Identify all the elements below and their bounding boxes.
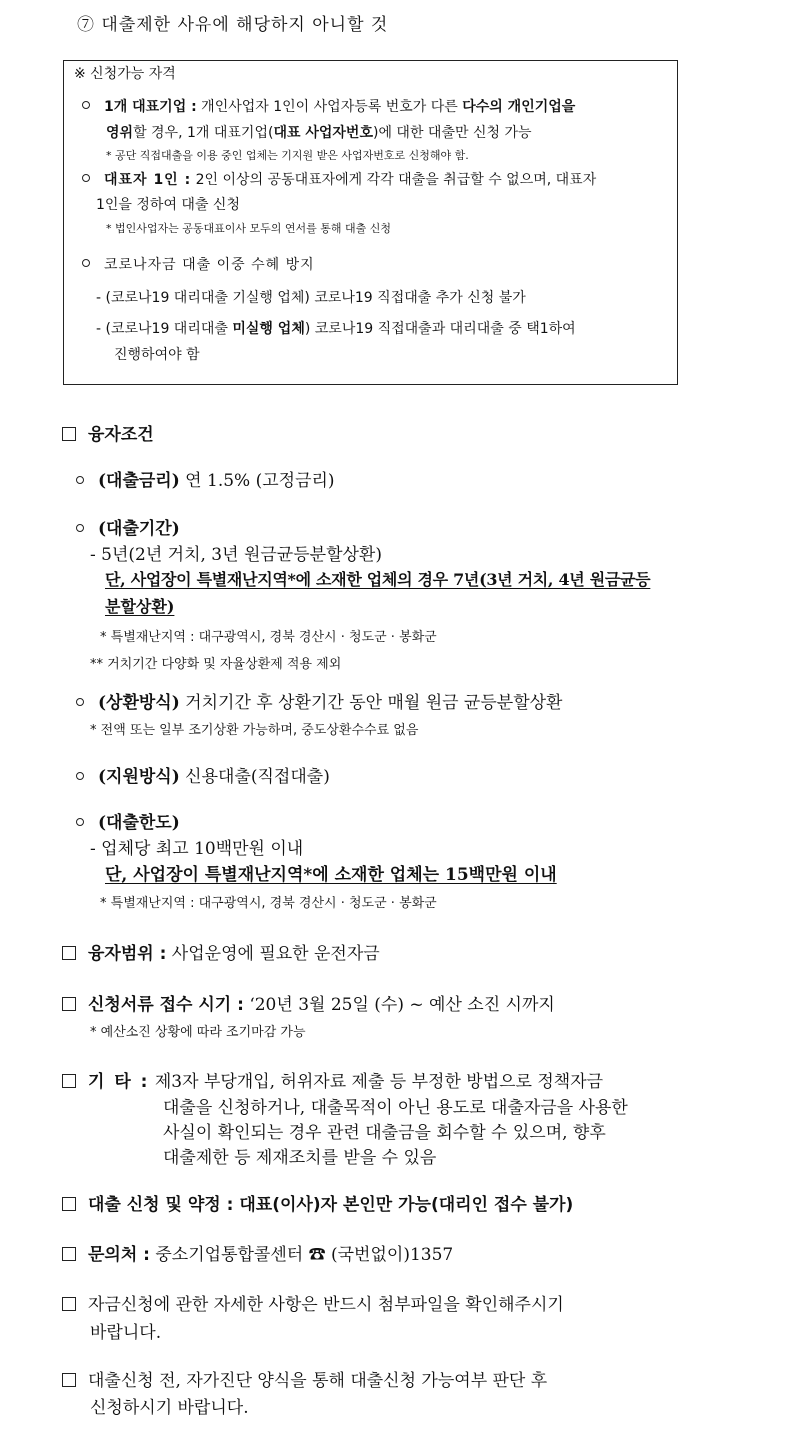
b3-dash-2-cont: 진행하여야 함 xyxy=(114,347,200,363)
bullet-circle-icon xyxy=(76,476,84,484)
bullet-circle-icon xyxy=(76,818,84,826)
checkbox-square-icon xyxy=(62,997,76,1011)
rate-label: (대출금리) xyxy=(98,471,180,491)
box-bullet-2 xyxy=(82,169,596,189)
signing-text: 대표(이사)자 본인만 가능(대리인 접수 불가) xyxy=(233,1195,574,1215)
checkbox-square-icon xyxy=(62,1197,76,1211)
term-label: (대출기간) xyxy=(98,519,180,539)
attachment-line1: 자금신청에 관한 자세한 사항은 반드시 첨부파일을 확인해주시기 xyxy=(88,1295,564,1315)
etc-line1: 제3자 부당개입, 허위자료 제출 등 부정한 방법으로 정책자금 xyxy=(149,1072,604,1092)
limit-row xyxy=(76,808,180,833)
section-signing xyxy=(62,1190,573,1215)
section-application-period xyxy=(62,990,555,1015)
b3-dash-2 xyxy=(96,318,576,338)
self-check-line1: 대출신청 전, 자가진단 양식을 통해 대출신청 가능여부 판단 후 xyxy=(88,1371,548,1391)
box-title: ※ 신청가능 자격 xyxy=(74,66,176,82)
repay-text: 거치기간 후 상환기간 동안 매월 원금 균등분할상환 xyxy=(179,693,563,713)
b3-dash-1: - (코로나19 대리대출 기실행 업체) 코로나19 직접대출 추가 신청 불가 xyxy=(96,290,526,306)
repay-label: (상환방식) xyxy=(98,693,180,713)
support-label: (지원방식) xyxy=(98,767,180,787)
d2b: 미실행 업체 xyxy=(232,321,305,337)
b1-bold3: 대표 사업자번호 xyxy=(273,125,373,141)
b1-label: 1개 대표기업 : xyxy=(104,99,197,115)
limit-line1: - 업체당 최고 10백만원 이내 xyxy=(90,839,304,859)
rate-row xyxy=(76,466,335,491)
b2-text1: 2인 이상의 공동대표자에게 각각 대출을 취급할 수 없으며, 대표자 xyxy=(191,172,597,188)
etc-line3: 사실이 확인되는 경우 관련 대출금을 회수할 수 있으며, 향후 xyxy=(163,1123,606,1143)
section-contact xyxy=(62,1240,453,1265)
b1-text1: 개인사업자 1인이 사업자등록 번호가 다른 xyxy=(196,99,463,115)
checkbox-square-icon xyxy=(62,1074,76,1088)
limit-note: * 특별재난지역 : 대구광역시, 경북 경산시 · 청도군 · 봉화군 xyxy=(100,896,437,911)
checkbox-square-icon xyxy=(62,1247,76,1261)
eligibility-box xyxy=(63,60,678,385)
term-line3: 분할상환) xyxy=(105,597,175,616)
self-check-line2: 신청하시기 바랍니다. xyxy=(90,1398,249,1418)
item7-text: ⑦ 대출제한 사유에 해당하지 아니할 것 xyxy=(77,15,389,35)
etc-line4: 대출제한 등 제재조치를 받을 수 있음 xyxy=(163,1148,437,1168)
term-line2: 단, 사업장이 특별재난지역*에 소재한 업체의 경우 7년(3년 거치, 4년 원금균등 xyxy=(105,570,651,589)
term-note2: ** 거치기간 다양화 및 자율상환제 적용 제외 xyxy=(90,657,342,672)
repay-note: * 전액 또는 일부 조기상환 가능하며, 중도상환수수료 없음 xyxy=(90,723,419,738)
contact-label: 문의처 : xyxy=(88,1245,150,1265)
scope-text: 사업운영에 필요한 운전자금 xyxy=(166,944,380,964)
etc-label: 기 타 : xyxy=(88,1072,150,1092)
etc-line2: 대출을 신청하거나, 대출목적이 아닌 용도로 대출자금을 사용한 xyxy=(163,1098,628,1118)
attachment-line2: 바랍니다. xyxy=(90,1323,162,1343)
bullet-circle-icon xyxy=(76,698,84,706)
b1-note: * 공단 직접대출을 이용 중인 업체는 기지원 받은 사업자번호로 신청해야 함. xyxy=(106,149,469,162)
signing-label: 대출 신청 및 약정 : xyxy=(88,1195,234,1215)
support-row xyxy=(76,762,330,787)
bullet-circle-icon xyxy=(82,259,90,267)
checkbox-square-icon xyxy=(62,1297,76,1311)
bullet-circle-icon xyxy=(76,524,84,532)
section-loan-terms xyxy=(62,420,154,445)
bullet-circle-icon xyxy=(82,101,90,109)
b1-text2: 할 경우, 1개 대표기업( xyxy=(133,125,274,141)
b1-bold2: 영위 xyxy=(106,125,134,141)
support-text: 신용대출(직접대출) xyxy=(179,767,330,787)
section-self-check xyxy=(62,1366,547,1391)
term-line1: - 5년(2년 거치, 3년 원금균등분할상환) xyxy=(90,545,382,565)
scope-label: 융자범위 : xyxy=(88,944,167,964)
limit-label: (대출한도) xyxy=(98,813,180,833)
section-attachment xyxy=(62,1290,564,1315)
bullet-circle-icon xyxy=(82,174,90,182)
checkbox-square-icon xyxy=(62,427,76,441)
term-row xyxy=(76,514,180,539)
term-note1: * 특별재난지역 : 대구광역시, 경북 경산시 · 청도군 · 봉화군 xyxy=(100,630,437,645)
box-bullet-3 xyxy=(82,254,315,274)
d2c: ) 코로나19 직접대출과 대리대출 중 택1하여 xyxy=(304,321,576,337)
b3-label: 코로나자금 대출 이중 수혜 방지 xyxy=(104,257,315,273)
checkbox-square-icon xyxy=(62,946,76,960)
b2-note: * 법인사업자는 공동대표이사 모두의 연서를 통해 대출 신청 xyxy=(106,222,391,235)
section-loan-scope xyxy=(62,939,380,964)
b1-text3: )에 대한 대출만 신청 가능 xyxy=(372,125,532,141)
period-label: 신청서류 접수 시기 : xyxy=(88,995,244,1015)
b2-label: 대표자 1인 : xyxy=(104,172,192,188)
period-note: * 예산소진 상황에 따라 조기마감 가능 xyxy=(90,1025,306,1040)
period-text: ‘20년 3월 25일 (수) ~ 예산 소진 시까지 xyxy=(243,995,555,1015)
repay-row xyxy=(76,688,562,713)
b2-text2: 1인을 정하여 대출 신청 xyxy=(96,197,240,213)
contact-text: 중소기업통합콜센터 ☎ (국번없이)1357 xyxy=(149,1245,454,1265)
bullet-circle-icon xyxy=(76,772,84,780)
box-bullet-1-line2 xyxy=(106,122,532,142)
checkbox-square-icon xyxy=(62,1373,76,1387)
box-bullet-1 xyxy=(82,96,575,116)
loan-terms-header: 융자조건 xyxy=(88,425,154,445)
rate-text: 연 1.5% (고정금리) xyxy=(179,471,335,491)
limit-line2: 단, 사업장이 특별재난지역*에 소재한 업체는 15백만원 이내 xyxy=(105,865,557,885)
section-etc xyxy=(62,1067,603,1092)
b1-bold1: 다수의 개인기업을 xyxy=(462,99,576,115)
d2a: - (코로나19 대리대출 xyxy=(96,321,233,337)
